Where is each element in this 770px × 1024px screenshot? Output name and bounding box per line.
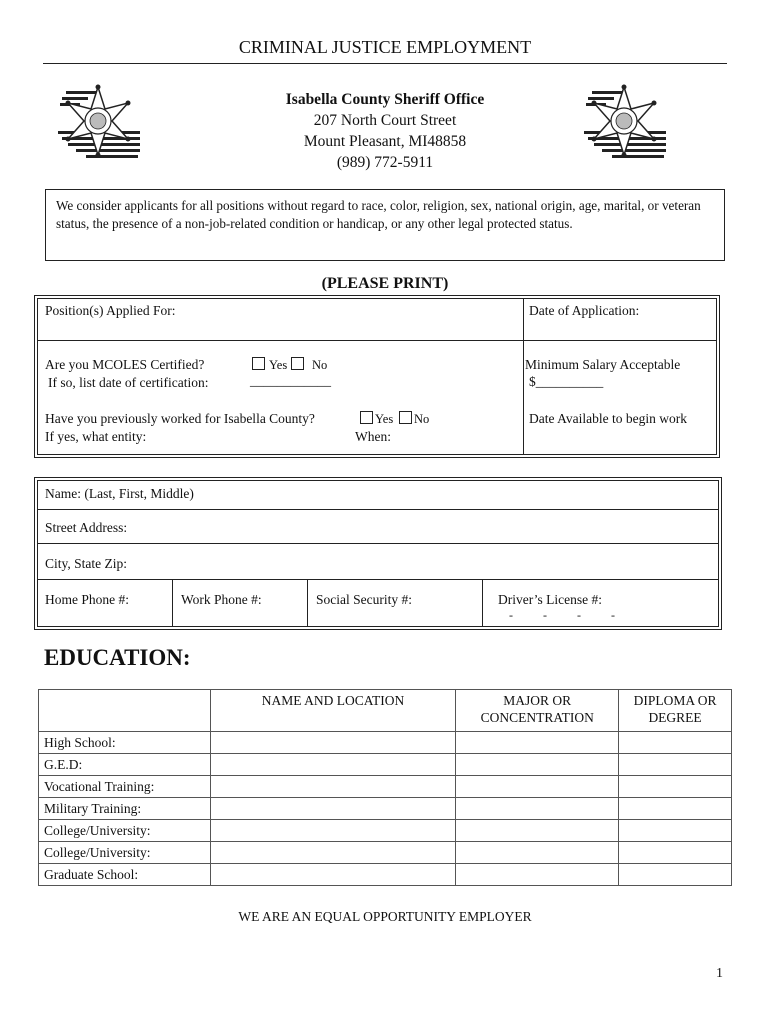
education-row-college-2	[39, 842, 732, 864]
mcoles-question: Are you MCOLES Certified?	[45, 357, 205, 372]
mcoles-yes-label: Yes	[269, 358, 288, 372]
col-name-location: NAME AND LOCATION	[210, 690, 455, 732]
major-cell[interactable]	[456, 754, 619, 776]
education-blank-header	[39, 690, 211, 732]
col-major: MAJOR OR CONCENTRATION	[456, 690, 619, 732]
level-label: G.E.D:	[39, 754, 211, 776]
form-title: CRIMINAL JUSTICE EMPLOYMENT	[238, 37, 532, 57]
education-row-graduate	[39, 864, 732, 886]
mcoles-no-label: No	[312, 358, 328, 372]
office-street: 207 North Court Street	[313, 112, 457, 129]
education-row-military	[39, 798, 732, 820]
personal-row-rule-2	[37, 543, 719, 544]
name-location-cell[interactable]	[210, 798, 455, 820]
level-label: High School:	[39, 732, 211, 754]
previously-worked-no-label: No	[414, 412, 430, 426]
diploma-cell[interactable]	[619, 776, 732, 798]
date-of-application-label: Date of Application:	[529, 303, 640, 318]
name-location-cell[interactable]	[210, 732, 455, 754]
previously-worked-yes-checkbox[interactable]	[360, 411, 373, 424]
previously-worked-no-checkbox[interactable]	[399, 411, 412, 424]
education-row-ged	[39, 754, 732, 776]
personal-row-rule-1	[37, 509, 719, 510]
mcoles-no-checkbox[interactable]	[291, 357, 304, 370]
city-state-zip-label: City, State Zip:	[45, 556, 127, 571]
name-location-cell[interactable]	[210, 820, 455, 842]
diploma-cell[interactable]	[619, 754, 732, 776]
social-security-label: Social Security #:	[316, 592, 412, 607]
office-phone: (989) 772-5911	[336, 154, 434, 171]
positions-applied-label: Position(s) Applied For:	[45, 303, 176, 318]
drivers-license-dashes: - - - -	[509, 608, 615, 622]
level-label: Graduate School:	[39, 864, 211, 886]
education-header-row	[39, 690, 732, 732]
drivers-license-label: Driver’s License #:	[498, 592, 602, 607]
major-cell[interactable]	[456, 842, 619, 864]
mcoles-date-field[interactable]: ____________	[250, 373, 331, 388]
position-divider	[523, 298, 524, 455]
major-cell[interactable]	[456, 820, 619, 842]
personal-row-rule-3	[37, 579, 719, 580]
header-rule	[43, 63, 727, 64]
education-heading: EDUCATION:	[44, 645, 191, 670]
major-cell[interactable]	[456, 798, 619, 820]
position-row-rule	[37, 340, 717, 341]
home-phone-label: Home Phone #:	[45, 592, 129, 607]
please-print-heading: (PLEASE PRINT)	[321, 275, 449, 292]
level-label: Military Training:	[39, 798, 211, 820]
education-row-high-school	[39, 732, 732, 754]
phone-divider-1	[172, 579, 173, 627]
education-table	[38, 689, 732, 886]
when-label: When:	[355, 429, 391, 444]
major-cell[interactable]	[456, 732, 619, 754]
previously-worked-yes-label: Yes	[375, 412, 394, 426]
entity-label: If yes, what entity:	[45, 429, 147, 444]
major-cell[interactable]	[456, 776, 619, 798]
diploma-cell[interactable]	[619, 864, 732, 886]
equal-opportunity-statement: WE ARE AN EQUAL OPPORTUNITY EMPLOYER	[238, 909, 532, 924]
diploma-cell[interactable]	[619, 820, 732, 842]
page-number: 1	[716, 966, 723, 981]
name-location-cell[interactable]	[210, 776, 455, 798]
name-location-cell[interactable]	[210, 754, 455, 776]
diploma-cell[interactable]	[619, 842, 732, 864]
level-label: College/University:	[39, 820, 211, 842]
mcoles-yes-checkbox[interactable]	[252, 357, 265, 370]
diploma-cell[interactable]	[619, 732, 732, 754]
phone-divider-3	[482, 579, 483, 627]
street-address-label: Street Address:	[45, 520, 128, 535]
col-diploma: DIPLOMA OR DEGREE	[619, 690, 732, 732]
major-cell[interactable]	[456, 864, 619, 886]
level-label: College/University:	[39, 842, 211, 864]
minimum-salary-field[interactable]: $__________	[529, 374, 604, 389]
office-address	[0, 89, 770, 173]
non-discrimination-notice: We consider applicants for all positions without regard to race, color, religion, sex, national origin, age, marital, or veteran status, the presence of a non-job-related condition or handicap, or any other legal protected status.	[45, 189, 725, 261]
phone-divider-2	[307, 579, 308, 627]
name-field-label: Name: (Last, First, Middle)	[45, 486, 194, 501]
name-location-cell[interactable]	[210, 864, 455, 886]
previously-worked-question: Have you previously worked for Isabella County?	[45, 411, 315, 426]
level-label: Vocational Training:	[39, 776, 211, 798]
office-city: Mount Pleasant, MI48858	[303, 133, 467, 150]
diploma-cell[interactable]	[619, 798, 732, 820]
office-name: Isabella County Sheriff Office	[285, 91, 485, 108]
education-row-vocational	[39, 776, 732, 798]
mcoles-date-label: If so, list date of certification:	[48, 375, 209, 390]
work-phone-label: Work Phone #:	[181, 592, 262, 607]
education-row-college-1	[39, 820, 732, 842]
minimum-salary-label: Minimum Salary Acceptable	[525, 357, 681, 372]
name-location-cell[interactable]	[210, 842, 455, 864]
date-available-label: Date Available to begin work	[529, 411, 687, 426]
